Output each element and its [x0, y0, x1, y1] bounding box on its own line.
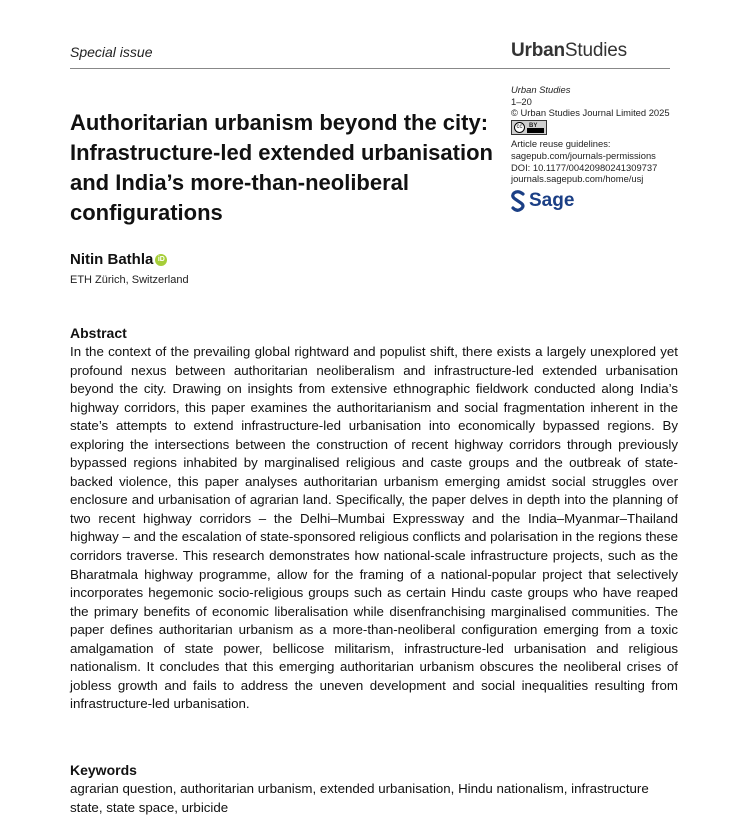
sage-text: Sage	[529, 190, 575, 211]
brand-bold: Urban	[511, 40, 565, 61]
sage-s-icon	[511, 190, 525, 212]
meta-journal-url[interactable]: journals.sagepub.com/home/usj	[511, 173, 644, 185]
affiliation: ETH Zürich, Switzerland	[70, 274, 189, 286]
keywords-text: agrarian question, authoritarian urbanism, extended urbanisation, Hindu nationalism, infrastructure state, state space, urbicide	[70, 781, 649, 815]
article-title: Authoritarian urbanism beyond the city: Infrastructure-led extended urbanisation and India’s more-than-neoliberal configurations	[70, 110, 493, 225]
cc-icon-text: cc	[514, 122, 525, 133]
abstract-heading: Abstract	[70, 325, 127, 341]
meta-copyright: © Urban Studies Journal Limited 2025	[511, 107, 670, 119]
special-issue-label: Special issue	[70, 44, 153, 60]
meta-pages: 1–20	[511, 95, 532, 107]
header-rule	[70, 68, 670, 69]
keywords-heading: Keywords	[70, 762, 137, 778]
meta-journal: Urban Studies	[511, 84, 571, 95]
abstract-text: In the context of the prevailing global rightward and populist shift, there exists a largely unexplored yet profound nexus between authoritarian neoliberalism and infrastructure-led extended urbanisation beyond the city. Drawing on insights from extensive ethnographic fieldwork conducted along India’s highway corridors, this paper examines the authoritarianism and social fragmentation inherent in the state’s attempts to extend infrastructure-led urbanisation into economically bypassed regions. By exploring the intersections between the construction of recent highway corridors through previously bypassed regions inhabited by marginalised religious and caste groups and the outbreak of state-backed violence, this paper analyses authoritarian urbanism emerging amidst social struggles over enclosure and urbanisation of agrarian land. Specifically, the paper delves in depth into the planning of two recent highway corridors – the Delhi–Mumbai Expressway and the India–Myanmar–Thailand highway – and the escalation of state-sponsored religious conflicts and polarisation in the regions these corridors traverse. This research demonstrates how national-scale infrastructure projects, such as the Bharatmala highway programme, allow for the framing of a national-popular project that selectively incorporates hegemonic socio-religious groups such as certain Hindu caste groups who have reaped the primary benefits of economic liberalisation while disenfranchising marginalised communities. The paper defines authoritarian urbanism as a more-than-neoliberal configuration emerging from a toxic amalgamation of state power, bellicose militarism, infrastructure-led urbanisation and religious nationalism. It concludes that this emerging authoritarian urbanism obscures the neoliberal crises of jobless growth and fails to address the uneven development and social inequalities resulting from infrastructure-led urbanisation.	[70, 344, 678, 712]
article-meta	[511, 84, 711, 185]
brand-light: Studies	[564, 40, 627, 61]
orcid-icon[interactable]: iD	[155, 254, 167, 266]
meta-reuse-url[interactable]: sagepub.com/journals-permissions	[511, 149, 656, 161]
cc-by-text: BY	[529, 122, 538, 129]
meta-doi[interactable]: DOI: 10.1177/00420980241309737	[511, 161, 658, 173]
journal-brand	[511, 40, 627, 62]
sage-logo	[511, 190, 574, 212]
meta-reuse-label: Article reuse guidelines:	[511, 138, 611, 150]
author	[70, 251, 167, 268]
cc-by-icon	[511, 120, 547, 135]
author-name: Nitin Bathla	[70, 251, 154, 268]
